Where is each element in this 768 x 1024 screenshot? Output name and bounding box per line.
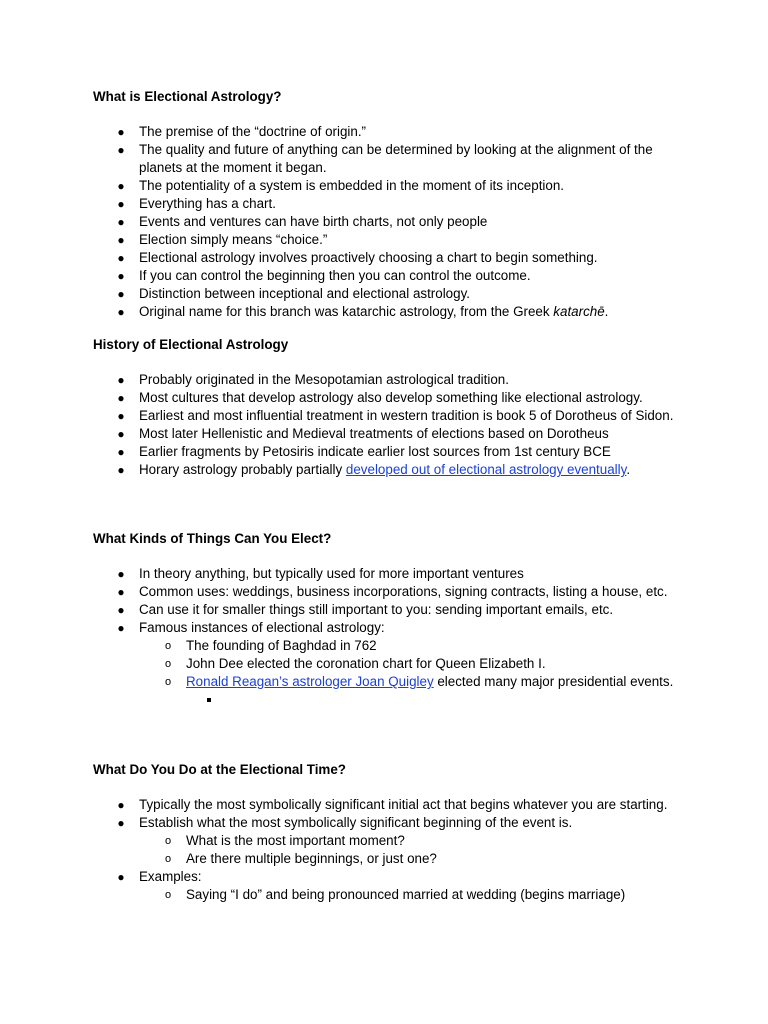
- list-item: ● Famous instances of electional astrology:: [93, 619, 683, 637]
- section-what-is-electional: [93, 88, 683, 321]
- empty-sub-sub-item: [93, 691, 683, 709]
- bullet-icon: ●: [117, 251, 125, 265]
- bullet-icon: ●: [117, 463, 125, 477]
- list-item: ● Electional astrology involves proactively choosing a chart to begin something.: [93, 249, 683, 267]
- circle-bullet-icon: o: [164, 658, 172, 670]
- sub-list-item: o The founding of Baghdad in 762: [93, 637, 683, 655]
- bullet-icon: ●: [117, 567, 125, 581]
- reagan-quigley-link[interactable]: Ronald Reagan’s astrologer Joan Quigley: [186, 674, 434, 689]
- horary-link[interactable]: developed out of electional astrology eventually: [345, 462, 627, 477]
- section-what-kinds: [93, 530, 683, 709]
- list-item: ● If you can control the beginning then you can control the outcome.: [93, 267, 683, 285]
- list-item: ● The premise of the “doctrine of origin.”: [93, 123, 683, 141]
- list-item: ● Distinction between inceptional and electional astrology.: [93, 285, 683, 303]
- list-item: ● Election simply means “choice.”: [93, 231, 683, 249]
- section-heading: What Kinds of Things Can You Elect?: [93, 531, 332, 546]
- bullet-icon: ●: [117, 143, 125, 157]
- list-item: ● Events and ventures can have birth charts, not only people: [93, 213, 683, 231]
- list-item: ● Examples:: [93, 868, 683, 886]
- sub-list-item: o Saying “I do” and being pronounced married at wedding (begins marriage): [93, 886, 683, 904]
- list-item: ● Original name for this branch was katarchic astrology, from the Greek katarchē.: [93, 303, 683, 321]
- list-item: ● Probably originated in the Mesopotamian astrological tradition.: [93, 371, 683, 389]
- bullet-icon: ●: [117, 603, 125, 617]
- section-what-do-you-do: [93, 761, 683, 904]
- bullet-icon: ●: [117, 391, 125, 405]
- sub-list-item: o Ronald Reagan’s astrologer Joan Quigley elected many major presidential events.: [93, 673, 683, 691]
- bullet-list: [93, 371, 683, 479]
- list-item: ● Most cultures that develop astrology also develop something like electional astrology.: [93, 389, 683, 407]
- bullet-icon: ●: [117, 373, 125, 387]
- circle-bullet-icon: o: [164, 835, 172, 847]
- sub-list-item: o What is the most important moment?: [93, 832, 683, 850]
- section-heading: What Do You Do at the Electional Time?: [93, 762, 346, 777]
- list-item: ● Earliest and most influential treatment in western tradition is book 5 of Dorotheus of Sidon.: [93, 407, 683, 425]
- bullet-icon: ●: [117, 585, 125, 599]
- bullet-icon: ●: [117, 305, 125, 319]
- square-bullet-icon: [207, 698, 211, 702]
- list-item: ● Establish what the most symbolically significant beginning of the event is.: [93, 814, 683, 832]
- circle-bullet-icon: o: [164, 676, 172, 688]
- bullet-icon: ●: [117, 269, 125, 283]
- bullet-list: [93, 123, 683, 321]
- circle-bullet-icon: o: [164, 853, 172, 865]
- list-item: ● Most later Hellenistic and Medieval treatments of elections based on Dorotheus: [93, 425, 683, 443]
- bullet-icon: ●: [117, 445, 125, 459]
- sub-list-item: o Are there multiple beginnings, or just one?: [93, 850, 683, 868]
- bullet-icon: ●: [117, 215, 125, 229]
- bullet-icon: ●: [117, 179, 125, 193]
- bullet-icon: ●: [117, 125, 125, 139]
- list-item: ● Everything has a chart.: [93, 195, 683, 213]
- list-item: ● The potentiality of a system is embedded in the moment of its inception.: [93, 177, 683, 195]
- list-item: ● The quality and future of anything can be determined by looking at the alignment of the planets at the moment it began.: [93, 141, 683, 177]
- bullet-list: [93, 796, 683, 904]
- bullet-icon: ●: [117, 816, 125, 830]
- bullet-icon: ●: [117, 427, 125, 441]
- list-item: ● Can use it for smaller things still important to you: sending important emails, etc.: [93, 601, 683, 619]
- bullet-icon: ●: [117, 409, 125, 423]
- list-item: ● In theory anything, but typically used for more important ventures: [93, 565, 683, 583]
- sub-list-item: o John Dee elected the coronation chart for Queen Elizabeth I.: [93, 655, 683, 673]
- bullet-icon: ●: [117, 233, 125, 247]
- bullet-icon: ●: [117, 798, 125, 812]
- circle-bullet-icon: o: [164, 889, 172, 901]
- bullet-icon: ●: [117, 621, 125, 635]
- bullet-list: [93, 565, 683, 709]
- section-heading: History of Electional Astrology: [93, 337, 289, 352]
- bullet-icon: ●: [117, 287, 125, 301]
- bullet-icon: ●: [117, 197, 125, 211]
- section-history: [93, 336, 683, 479]
- list-item: ● Typically the most symbolically significant initial act that begins whatever you are starting.: [93, 796, 683, 814]
- list-item: ● Horary astrology probably partially developed out of electional astrology eventually.: [93, 461, 683, 479]
- list-item: ● Common uses: weddings, business incorporations, signing contracts, listing a house, etc.: [93, 583, 683, 601]
- bullet-icon: ●: [117, 870, 125, 884]
- list-item: ● Earlier fragments by Petosiris indicate earlier lost sources from 1st century BCE: [93, 443, 683, 461]
- section-heading: What is Electional Astrology?: [93, 89, 282, 104]
- circle-bullet-icon: o: [164, 640, 172, 652]
